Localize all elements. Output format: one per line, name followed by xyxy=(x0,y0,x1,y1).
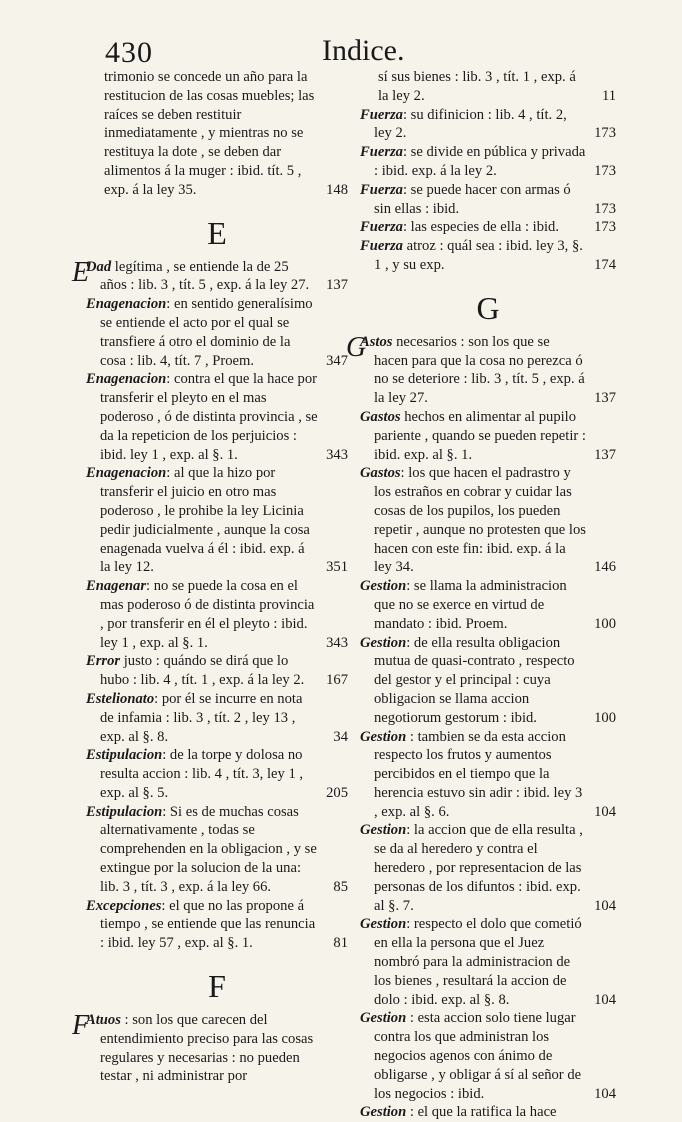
page-reference: 104 xyxy=(594,897,616,914)
page-reference: 351 xyxy=(326,559,348,576)
entry-text: : son los que carecen del entendimiento preciso para las cosas regulares y necesarias : no pueden testar , ni administrar por xyxy=(100,1012,314,1085)
page-reference: 104 xyxy=(594,803,616,820)
index-entry xyxy=(360,1103,586,1122)
entry-text: : por él se incurre en nota de infamia : lib. 3 , tít. 2 , ley 13 , exp. al §. 8. xyxy=(100,690,303,745)
entry-headword: Estipulacion xyxy=(86,747,163,764)
page-reference: 173 xyxy=(594,125,616,142)
entry-text: : las especies de ella : ibid. xyxy=(402,219,560,236)
index-entry xyxy=(86,690,348,746)
index-entry xyxy=(360,821,616,915)
index-entry xyxy=(72,1010,318,1086)
running-title: Indice. xyxy=(322,34,405,67)
index-entry xyxy=(360,181,616,219)
entry-text: : el que no las propone á tiempo , se entiende que las renuncia : ibid. ley 57 , exp. al §. 1. xyxy=(100,897,316,952)
page-reference: 137 xyxy=(326,277,348,294)
left-column xyxy=(72,68,348,1086)
section-letter: F xyxy=(208,968,226,1005)
index-entry xyxy=(86,370,348,464)
page-reference: 11 xyxy=(601,87,616,104)
page-number: 430 xyxy=(105,36,153,69)
entry-text: : en sentido generalísimo se entiende el acto por el qual se transfiere á otro el dominio de la cosa : lib. 4, tít. 7 , Proem. xyxy=(100,296,313,369)
entry-headword: Fuerza xyxy=(360,181,403,198)
index-entry xyxy=(86,652,348,690)
entry-headword: Gestion xyxy=(360,1010,407,1027)
index-entry xyxy=(86,803,348,897)
entry-headword: Gastos xyxy=(360,465,401,482)
page-reference: 104 xyxy=(594,991,616,1008)
entry-text: : se divide en pública y privada : ibid. exp. á la ley 2. xyxy=(374,144,586,179)
drop-cap: G xyxy=(346,331,367,363)
entry-text: : no se puede la cosa en el mas poderoso ó de distinta provincia , por transferir en él el pleyto : ibid. ley 1 , exp. al §. 1. xyxy=(100,578,315,651)
entry-text: sí sus bienes : lib. 3 , tít. 1 , exp. á la ley 2. xyxy=(378,69,576,104)
entry-headword: Gastos xyxy=(360,408,401,425)
index-entry xyxy=(360,68,616,106)
entry-text: : de ella resulta obligacion mutua de quasi-contrato , respecto del gestor y el principal : cuya obligacion se llama accion negotiorum gestorum : ibid. xyxy=(374,634,575,726)
entry-headword: Gestion xyxy=(360,916,407,933)
drop-cap: F xyxy=(72,1010,90,1042)
index-entry xyxy=(360,728,616,822)
entry-headword: Gestion xyxy=(360,728,407,745)
entry-text: : esta accion solo tiene lugar contra los que administran los negocios agenos con ánimo de obligarse , y obligar á sí al señor de los negocios : ibid. xyxy=(374,1010,582,1102)
index-entry xyxy=(360,408,616,464)
section-letter: E xyxy=(207,214,227,251)
entry-text: : contra el que la hace por transferir el pleyto en el mas poderoso , ó de distinta provincia , se da la repeticion de los perjuicios : ibid. ley 1 , exp. al §. 1. xyxy=(100,371,318,463)
entry-headword: Gestion xyxy=(360,578,407,595)
page-reference: 81 xyxy=(333,935,348,952)
page-reference: 173 xyxy=(594,162,616,179)
entry-text: : al que la hizo por transferir el juicio en otro mas poderoso , le prohibe la ley Licinia pedir judicialmente , aunque la cosa enagenada vuelva á él : ibid. exp. á la ley 12. xyxy=(100,465,310,576)
entry-text: trimonio se concede un año para la restitucion de las cosas muebles; las raíces se deben restituir inmediatamente , y mientras no se restituya la dote , se deben dar alimentos á la muger : ibid. tít. 5 , exp. á la ley 35. xyxy=(104,69,315,198)
entry-headword: Fuerza xyxy=(360,238,403,255)
entry-headword: Enagenar xyxy=(86,578,147,595)
index-entry xyxy=(86,295,348,370)
index-entry xyxy=(360,106,616,144)
entry-text: justo : quándo se dirá que lo hubo : lib. 4 , tít. 1 , exp. á la ley 2. xyxy=(100,653,305,689)
page-reference: 34 xyxy=(333,728,348,745)
page-reference: 167 xyxy=(326,672,348,689)
entry-headword: Atuos xyxy=(86,1012,121,1029)
entry-headword: Enagenacion xyxy=(86,296,167,313)
page-reference: 173 xyxy=(594,200,616,217)
index-entry xyxy=(86,464,348,577)
entry-text: : la accion que de ella resulta , se da al heredero y contra el heredero , por representacion de las personas de los difuntos : ibid. exp. al §. 7. xyxy=(374,822,583,914)
entry-headword: Estelionato xyxy=(86,690,155,707)
entry-headword: Dad xyxy=(86,258,112,275)
page-reference: 137 xyxy=(594,446,616,463)
page-reference: 100 xyxy=(594,615,616,632)
entry-headword: Fuerza xyxy=(360,144,403,161)
index-entry xyxy=(86,68,348,200)
index-entry xyxy=(86,897,348,953)
entry-text: : se puede hacer con armas ó sin ellas : ibid. xyxy=(374,181,571,217)
index-entry xyxy=(360,464,616,577)
right-column xyxy=(346,68,616,1122)
entry-headword: Gestion xyxy=(360,1104,407,1121)
entry-text: hechos en alimentar al pupilo pariente , quando se pueden repetir : ibid. exp. al §. 1. xyxy=(374,408,586,463)
entry-headword: Gestion xyxy=(360,822,407,839)
entry-text: : respecto el dolo que cometió en ella la persona que el Juez nombró para la administracion de los bienes , resultará la accion de dolo : ibid. exp. al §. 8. xyxy=(374,916,582,1008)
entry-text: atroz : quál sea : ibid. ley 3, §. 1 , y su exp. xyxy=(374,238,583,273)
index-entry xyxy=(360,915,616,1009)
index-entry xyxy=(72,256,348,296)
page-reference: 104 xyxy=(594,1085,616,1102)
page-reference: 137 xyxy=(594,390,616,407)
index-entry xyxy=(346,331,616,408)
index-entry xyxy=(86,746,348,802)
entry-headword: Fuerza xyxy=(360,106,403,123)
index-entry xyxy=(86,577,348,652)
page-reference: 205 xyxy=(326,784,348,801)
entry-headword: Astos xyxy=(360,333,393,350)
entry-text: : los que hacen el padrastro y los estraños en cobrar y cuidar las cosas de los pupilos, los pueden repetir , aunque no protesten que los hacen con este fin: ibid. exp. á la ley 34. xyxy=(374,465,586,576)
page-reference: 343 xyxy=(326,446,348,463)
page-reference: 173 xyxy=(594,219,616,236)
entry-text: : Si es de muchas cosas alternativamente , todas se comprehenden en la obligacion , y se extingue por la solucion de la una: lib. 3 , tít. 3 , exp. á la ley 66. xyxy=(100,803,317,895)
entry-headword: Enagenacion xyxy=(86,465,167,482)
index-entry xyxy=(360,218,616,237)
entry-text: necesarios : son los que se hacen para que la cosa no perezca ó no se deteriore : lib. 3 , tít. 5 , exp. á la ley 27. xyxy=(374,333,585,407)
page-reference: 347 xyxy=(326,352,348,369)
entry-headword: Enagenacion xyxy=(86,371,167,388)
section-letter: G xyxy=(476,289,500,326)
index-entry xyxy=(360,237,616,275)
page-reference: 343 xyxy=(326,634,348,651)
entry-text: : el que la ratifica la hace xyxy=(406,1104,557,1121)
entry-headword: Estipulacion xyxy=(86,803,163,820)
page-reference: 148 xyxy=(326,181,348,198)
page-reference: 146 xyxy=(594,559,616,576)
index-entry xyxy=(360,143,616,181)
page-reference: 100 xyxy=(594,709,616,726)
page-reference: 174 xyxy=(594,256,616,273)
entry-headword: Excepciones xyxy=(86,897,162,914)
entry-headword: Gestion xyxy=(360,634,407,651)
entry-text: : de la torpe y dolosa no resulta accion : lib. 4 , tít. 3, ley 1 , exp. al §. 5. xyxy=(100,747,304,801)
entry-headword: Error xyxy=(86,653,121,670)
page-reference: 85 xyxy=(333,878,348,895)
entry-text: : tambien se da esta accion respecto los frutos y aumentos percibidos en el tiempo que la herencia estuvo sin adir : ibid. ley 3 , exp. al §. 6. xyxy=(374,728,583,820)
entry-text: : se llama la administracion que no se exerce en virtud de mandato : ibid. Proem. xyxy=(374,578,567,632)
entry-text: : su difinicion : lib. 4 , tít. 2, ley 2. xyxy=(374,106,567,142)
drop-cap: E xyxy=(72,256,90,288)
entry-text: legítima , se entiende la de 25 años : lib. 3 , tít. 5 , exp. á la ley 27. xyxy=(100,258,310,294)
entry-headword: Fuerza xyxy=(360,219,403,236)
index-entry xyxy=(360,634,616,728)
index-entry xyxy=(360,577,616,633)
